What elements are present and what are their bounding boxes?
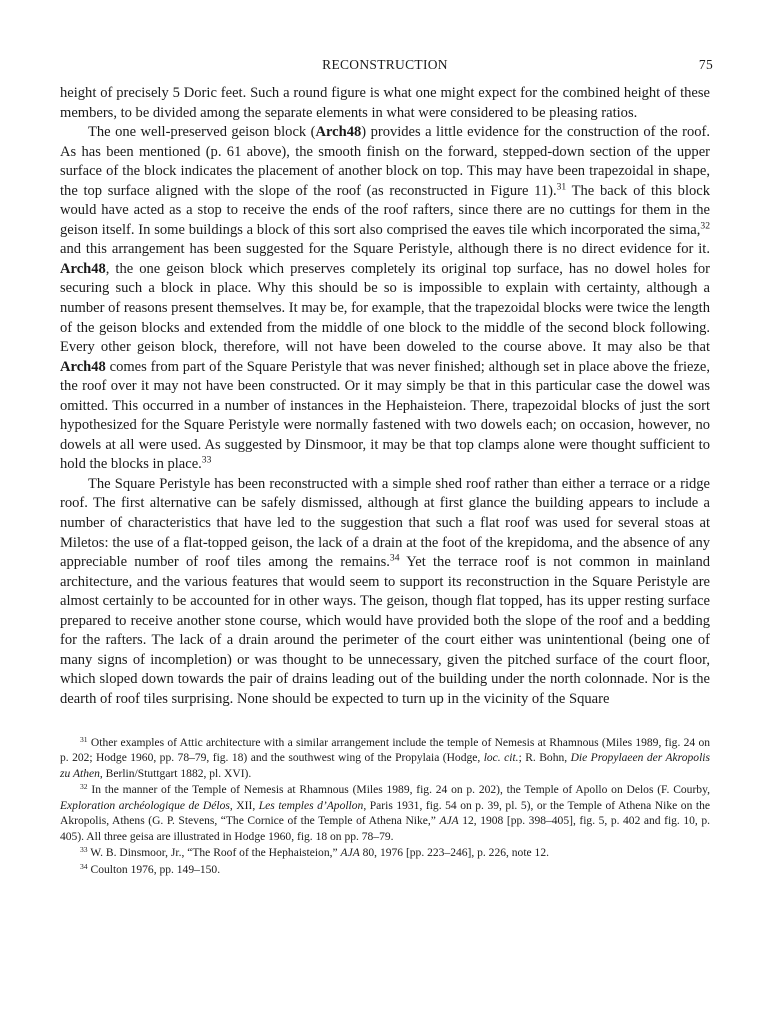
paragraph-3 <box>60 475 710 710</box>
paragraph-3-text: The Square Peristyle has been reconstructed with a simple shed roof rather than either a terrace or a ridge roof. The first alternative can be safely dismissed, although at first glance the building appears to include a number of characteristics that have led to the suggestion that such a flat roof was used for several stoas at Miletos: the use of a flat-topped geison, the lack of a drain at the foot of the krepidoma, and the absence of any appreciable number of roof tiles among the remains. <box>60 475 710 571</box>
footnote-italic: AJA <box>340 847 360 859</box>
footnote-italic: AJA <box>439 815 459 827</box>
page <box>60 52 713 879</box>
paragraph-2-text: , the one geison block which preserves completely its original top surface, has no dowel holes for securing such a block in place. Why this should be so is impossible to explain with certainty, although a number of reasons present themselves. It may be, for example, that the trapezoidal blocks were twice the length of the geison blocks and extended from the middle of one block to the middle of the second block following. Every other geison block, therefore, will not have been doweled to the course above. It may also be that <box>60 260 710 356</box>
paragraph-2-text: ) provides a little evidence for the construction of the roof. As has been mentioned (p. 61 above), the smooth finish on the forward, stepped-down section of the upper surface of the block indicates the placement of another block on top. This may have been trapezoidal in shape, the top surface aligned with the slope of the roof (as reconstructed in Figure 11). <box>60 124 711 199</box>
paragraph-2-text: comes from part of the Square Peristyle that was never finished; although set in place above the frieze, the roof over it may not have been constructed. Or it may simply be that in this particular case the dowel was omitted. This occurred in a number of instances in the Hephaisteion. There, trapezoidal blocks of just the sort hypothesized for the Square Peristyle were normally fastened with two dowels each; on occasion, however, no dowels at all were used. As suggested by Dinsmoor, it may be that top clamps alone were thought sufficient to hold the blocks in place. <box>60 358 710 473</box>
footnote-33 <box>60 846 710 862</box>
paragraph-1 <box>60 84 710 123</box>
footnote-number: 34 <box>80 861 88 871</box>
footnote-32 <box>60 783 710 845</box>
catalog-ref-arch48: Arch48 <box>315 124 362 141</box>
footnotes <box>60 736 710 879</box>
footnote-text: 80, 1976 [pp. 223–246], p. 226, note 12. <box>359 847 549 859</box>
paragraph-1-text: height of precisely 5 Doric feet. Such a round figure is what one might expect for the combined height of these members, to be divided among the separate elements in what were considered to be pleasing ratios. <box>60 85 710 121</box>
footnote-text: In the manner of the Temple of Nemesis at Rhamnous (Miles 1989, fig. 24 on p. 202), the Temple of Apollo on Delos (F. Courby, <box>87 784 710 796</box>
footnote-text: , Paris 1931, fig. 54 on p. 39, pl. 5), or the Temple of Athena Nike on the Akropolis, Athens (G. P. Stevens, “The Cornice of the Temple of Athena Nike,” <box>60 799 710 827</box>
catalog-ref-arch48: Arch48 <box>60 260 106 277</box>
footnote-ref-32[interactable]: 32 <box>700 220 710 232</box>
footnote-ref-33[interactable]: 33 <box>201 455 212 467</box>
footnote-number: 31 <box>80 734 88 744</box>
paragraph-3-text: Yet the terrace roof is not common in mainland architecture, and the various features that would seem to support its reconstruction in the Square Peristyle are almost certainly to be accounted for in other ways. The geison, though flat topped, has its upper resting surface prepared to receive another stone course, which would have provided both the slope of the roof and a bedding for the rafters. The lack of a drain around the perimeter of the court either was unintentional (being one of many signs of incompletion) or was thought to be unnecessary, given the pitched surface of the court floor, which sloped down towards the pair of drains leading out of the building under the north colonnade. Nor is the dearth of roof tiles surprising. None should be expected to turn up in the vicinity of the Square <box>60 554 710 707</box>
body-text <box>60 84 710 710</box>
footnote-italic: Die Propylaeen der Akropolis zu Athen <box>60 752 710 780</box>
footnote-text: 12, 1908 [pp. 398–405], fig. 5, p. 402 and fig. 10, p. 405). All three geisa are illustrated in Hodge 1960, fig. 18 on pp. 78–79. <box>60 815 710 843</box>
footnote-ref-34[interactable]: 34 <box>389 552 400 564</box>
page-number: 75 <box>698 57 713 72</box>
footnote-ref-31[interactable]: 31 <box>556 181 567 193</box>
catalog-ref-arch48: Arch48 <box>60 358 106 375</box>
footnote-31 <box>60 736 710 783</box>
footnote-italic: loc. cit. <box>483 752 519 764</box>
paragraph-2-text: The back of this block would have acted as a stop to receive the ends of the roof rafters, since there are no cuttings for them in the geison itself. In some buildings a block of this sort also comprised the eaves tile which incorporated the sima, <box>60 182 710 238</box>
footnote-italic: Les temples d’Apollon <box>258 799 364 812</box>
paragraph-2 <box>60 123 710 475</box>
footnote-text: Coulton 1976, pp. 149–150. <box>87 863 221 876</box>
paragraph-2-text: and this arrangement has been suggested for the Square Peristyle, although there is no direct evidence for it. <box>60 241 710 258</box>
footnote-text: Other examples of Attic architecture with a similar arrangement include the temple of Nemesis at Rhamnous (Miles 1989, fig. 24 on p. 202; Hodge 1960, pp. 78–79, fig. 18) and the southwest wing of the Propylaia (Hodge, <box>60 736 710 764</box>
paragraph-2-text: The one well-preserved geison block ( <box>88 124 316 141</box>
running-header <box>60 52 713 74</box>
footnote-text: W. B. Dinsmoor, Jr., “The Roof of the Hephaisteion,” <box>87 847 341 859</box>
footnote-text: ; R. Bohn, <box>518 752 571 764</box>
footnote-italic: Exploration archéologique de Délos <box>60 799 230 812</box>
footnote-number: 33 <box>80 844 88 854</box>
footnote-text: , Berlin/Stuttgart 1882, pl. XVI). <box>99 767 252 780</box>
running-title: RECONSTRUCTION <box>322 57 448 72</box>
footnote-text: , XII, <box>229 799 259 812</box>
footnote-number: 32 <box>80 781 88 791</box>
footnote-34 <box>60 863 710 879</box>
